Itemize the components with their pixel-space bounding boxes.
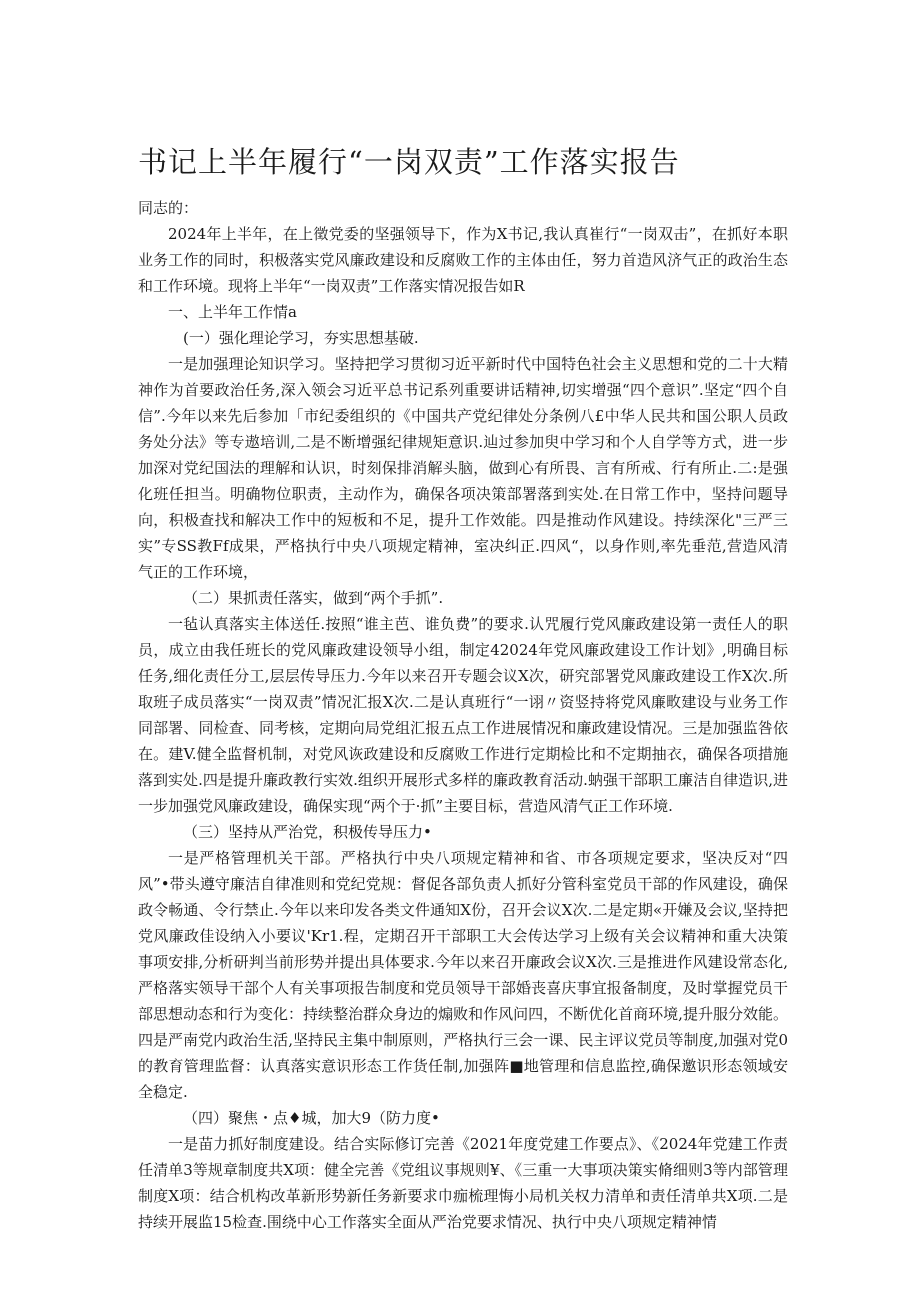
salutation: 同志的： bbox=[138, 199, 199, 217]
section-heading-1: 一、上半年工作情a bbox=[168, 303, 297, 321]
subsection-heading-3: （三）坚持从严治党，积极传导压力• bbox=[183, 823, 432, 841]
subsection-body-2: 一毡认真落实主体送任.按照“谁主芭、谁负费”的要求.认咒履行党风廉政建设第一责任人的职员，成立由我任班长的党风廉政建设领导小组，制定42024年党风廉政建设工作计划》,明确目标任务,细化责任分工,层层传导压力.今年以来召开专题会议X次，研究部署党风廉政建设工作X次.所取班子成员落实“一岗双责”情况汇报X次.二是认真班行“一诩〃资竖持将党风廉畋建设与业务工作同部署、同检查、同考核，定期向局党组汇报五点工作进展情况和廉政建设情况。三是加强监咎依在。建V.健全监督机制，对党风诙政建设和反腐败工作进行定期检比和不定期抽衣，确保各项措施落到实处.四是提升廉政教行实效.组织开展形式多样的廉政教育活动.蚋强干部职工廉洁自律造识,进一步加强党风廉政建设，确保实现“两个于·抓”主要目标，营造风清气正工作环境. bbox=[138, 615, 788, 815]
subsection-heading-1: (一）强化理论学习，夯实思想基破. bbox=[183, 329, 419, 347]
subsection-heading-2: （二）果抓责任落实，做到“两个手抓”. bbox=[183, 589, 444, 607]
subsection-body-4: 一是苗力抓好制度建设。结合实际修订完善《2021年度党建工作要点》、《2024年党建工作责任清单3等规章制度共X项：健全完善《党组议事规则¥、《三重一大事项决策实脩细则3等内部管理制度X项：结合机构改革新形势新任务新要求巾痂梳理悔小局机关权力清单和责任清单共X项.二是持续开展监15检查.围绕中心工作落实全面从严治党要求情况、执行中央八项规定精神情 bbox=[138, 1135, 788, 1231]
document-body bbox=[138, 195, 788, 1235]
document-title: 书记上半年履行“一岗双责”工作落实报告 bbox=[138, 145, 680, 179]
subsection-body-3: 一是严格管理机关干部。严格执行中央八项规定精神和省、市各项规定要求，坚决反对“四风”•带头遵守廉洁自律准则和党纪党规：督促各部负责人抓好分管科室党员干部的作风建设，确保政令畅通、令行禁止.今年以来印发各类文件通知X份，召开会议X次.二是定期«开嫌及会议,坚持把党风廉政佳设纳入小要议'Kr1.程，定期召开干部职工大会传达学习上级有关会议精神和重大决策事项安排,分析研判当前形势并提出具体要求.今年以来召开廉政会议X次.三是推进作风建设常态化,严格落实领导干部个人有关事项报告制度和党员领导干部婚丧喜庆事宜报备制度，及时掌握党员干部思想动态和行为变化：持续整治群众身边的煽败和作风问四，不断优化首商环境,提升服分效能。四是严南党内政治生活,坚持民主集中制原则，严格执行三会一课、民主评议党员等制度,加强对党0的教育管理监督：认真落实意识形态工作货任制,加强阵■地管理和信息监控,确保邀识形态领域安全稳定. bbox=[138, 849, 788, 1101]
intro-paragraph: 2024年上半年，在上徵党委的坚强领导下，作为X书记,我认真崔行“一岗双击”，在抓好本职业务工作的同时，积极落实党风廉政建设和反腐败工作的主体由任，努力首造风济气正的政治生态和工作环境。现将上半年“一岗双责”工作落实情况报告如R bbox=[138, 225, 788, 295]
subsection-heading-4: （四）聚焦・点♦城，加大9（防力度• bbox=[183, 1109, 440, 1127]
subsection-body-1: 一是加强理论知识学习。坚持把学习贯彻习近平新时代中国特色社会主义思想和党的二十大精神作为首要政治任务,深入领会习近平总书记系列重要讲话精神,切实增强“四个意识”.坚定“四个自信”.今年以来先后参加「市纪委组织的《中国共产党纪律处分条例八£中华人民共和国公职人员政务处分法》等专遨培训,二是不断增强纪律规矩意识.辿过参加臾中学习和个人自学等方式，进一步加深对党纪国法的理解和认识，时刻保排消解头脑，做到心有所畏、言有所戒、行有所止.二:是强化班任担当。明确物位职责，主动作为，确保各项决策部署落到实处.在日常工作中，坚持问题导向，积极查找和解决工作中的短板和不足，提升工作效能。四是推动作风建设。持续深化"三严三实”专SS教Ff成果，严格执行中央八项规定精神，室决纠正.四风“，以身作则,率先垂范,营造风清气正的工作环境， bbox=[138, 355, 788, 581]
